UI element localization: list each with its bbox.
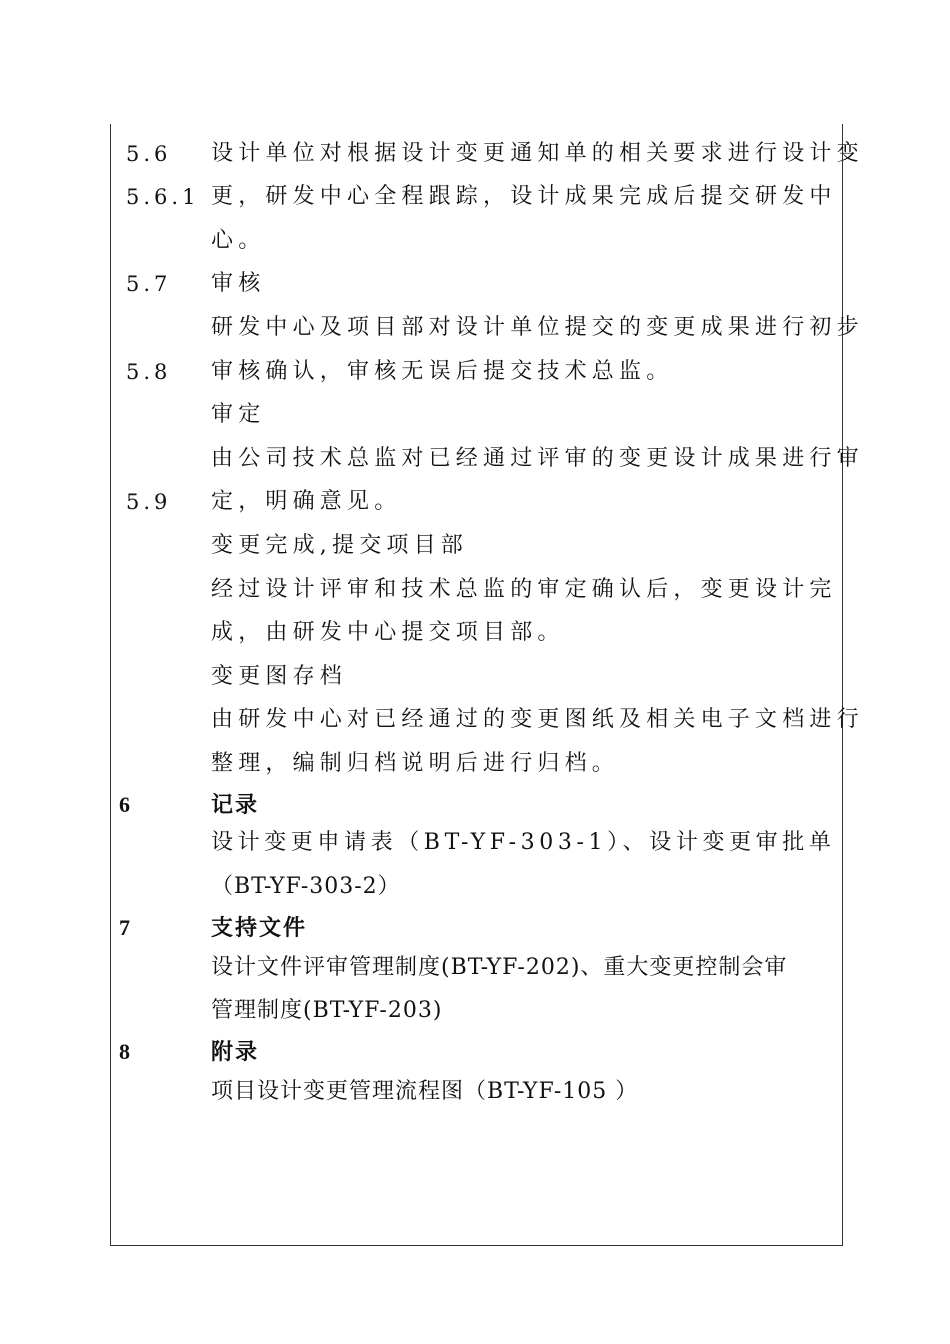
- paragraph-line: 项目设计变更管理流程图（BT-YF-105 ）: [211, 1079, 639, 1104]
- section-heading: 附录: [211, 1039, 260, 1065]
- section-heading: 审核: [211, 271, 266, 296]
- section-number: 5.6: [126, 142, 172, 166]
- paragraph-line: （BT-YF-303-2）: [211, 874, 401, 899]
- paragraph-line: 设计文件评审管理制度(BT-YF-202)、重大变更控制会审: [211, 955, 788, 980]
- section-number: 6: [119, 792, 130, 817]
- paragraph-line: 成，由研发中心提交项目部。: [211, 620, 565, 645]
- section-heading: 记录: [211, 792, 260, 818]
- section-number: 5.6.1: [126, 185, 200, 209]
- section-number: 8: [119, 1039, 130, 1064]
- section-heading: 审定: [211, 402, 266, 427]
- paragraph-line: 由公司技术总监对已经通过评审的变更设计成果进行审: [211, 446, 864, 471]
- paragraph-line: 审核确认，审核无误后提交技术总监。: [211, 359, 674, 384]
- paragraph-line: 设计变更申请表（BT-YF-303-1）、设计变更审批单: [211, 830, 836, 855]
- section-heading: 变更完成,提交项目部: [211, 533, 468, 558]
- paragraph-line: 管理制度(BT-YF-203): [211, 998, 443, 1023]
- section-number: 7: [119, 915, 130, 940]
- paragraph-line: 研发中心及项目部对设计单位提交的变更成果进行初步: [211, 315, 864, 340]
- section-number: 5.9: [126, 490, 172, 514]
- paragraph-line: 定，明确意见。: [211, 489, 402, 514]
- paragraph-line: 更，研发中心全程跟踪，设计成果完成后提交研发中: [211, 184, 837, 209]
- section-number: 5.7: [126, 272, 172, 296]
- section-number: 5.8: [126, 360, 172, 384]
- section-heading: 变更图存档: [211, 664, 348, 689]
- paragraph-line: 整理，编制归档说明后进行归档。: [211, 751, 620, 776]
- paragraph-line: 经过设计评审和技术总监的审定确认后，变更设计完: [211, 577, 837, 602]
- paragraph-line: 心。: [211, 228, 266, 253]
- paragraph-line: 设计单位对根据设计变更通知单的相关要求进行设计变: [211, 141, 864, 166]
- section-heading: 支持文件: [211, 915, 308, 941]
- paragraph-line: 由研发中心对已经通过的变更图纸及相关电子文档进行: [211, 707, 864, 732]
